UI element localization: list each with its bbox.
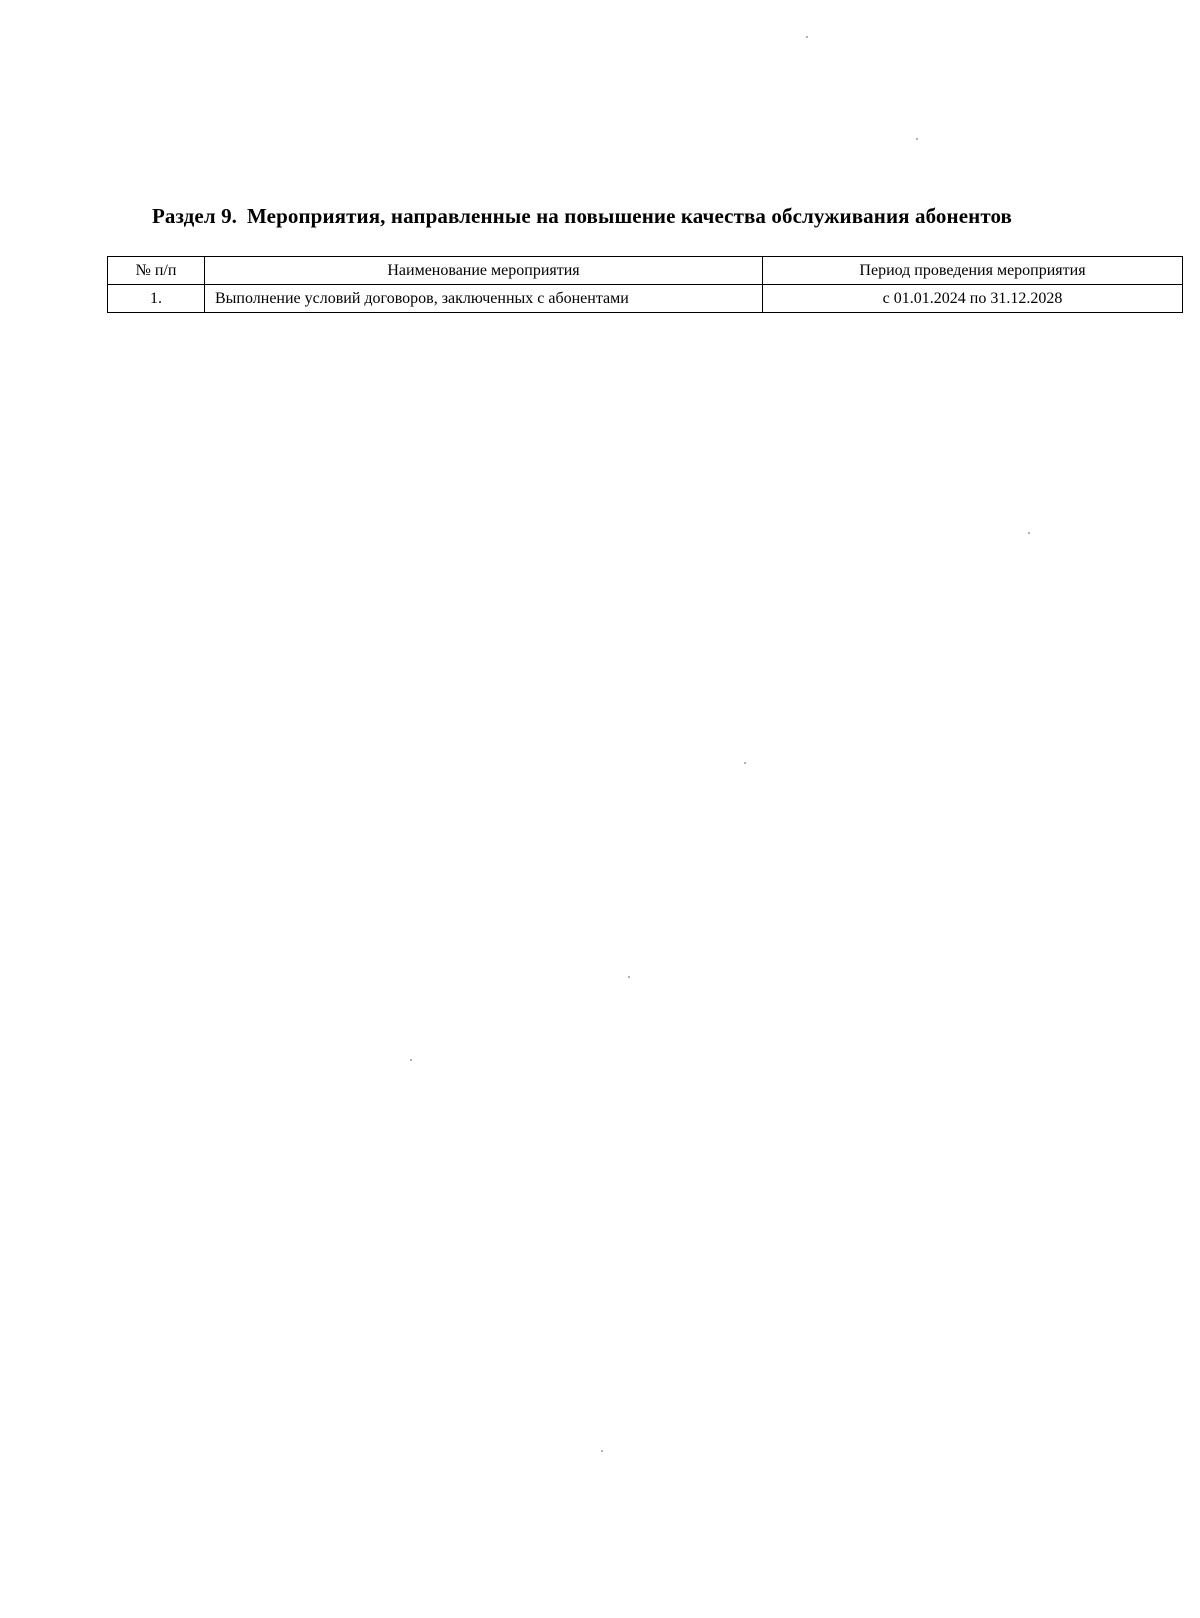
header-event-name: Наименование мероприятия	[205, 257, 763, 285]
cell-number: 1.	[108, 285, 205, 313]
header-number: № п/п	[108, 257, 205, 285]
section-title	[152, 204, 1152, 229]
scan-speck	[744, 762, 746, 764]
cell-event-name: Выполнение условий договоров, заключенных с абонентами	[205, 285, 763, 313]
header-event-period: Период проведения мероприятия	[763, 257, 1183, 285]
scan-speck	[916, 138, 918, 140]
events-table	[107, 256, 1183, 313]
scan-speck	[1028, 532, 1030, 534]
scan-speck	[601, 1450, 603, 1452]
scan-speck	[628, 976, 630, 978]
table-row	[108, 285, 1183, 313]
section-number: Раздел 9.	[152, 204, 238, 228]
scan-speck	[806, 36, 808, 38]
table-header-row	[108, 257, 1183, 285]
cell-event-period: с 01.01.2024 по 31.12.2028	[763, 285, 1183, 313]
section-heading-text: Мероприятия, направленные на повышение качества обслуживания абонентов	[247, 204, 1012, 228]
scan-speck	[410, 1059, 412, 1061]
